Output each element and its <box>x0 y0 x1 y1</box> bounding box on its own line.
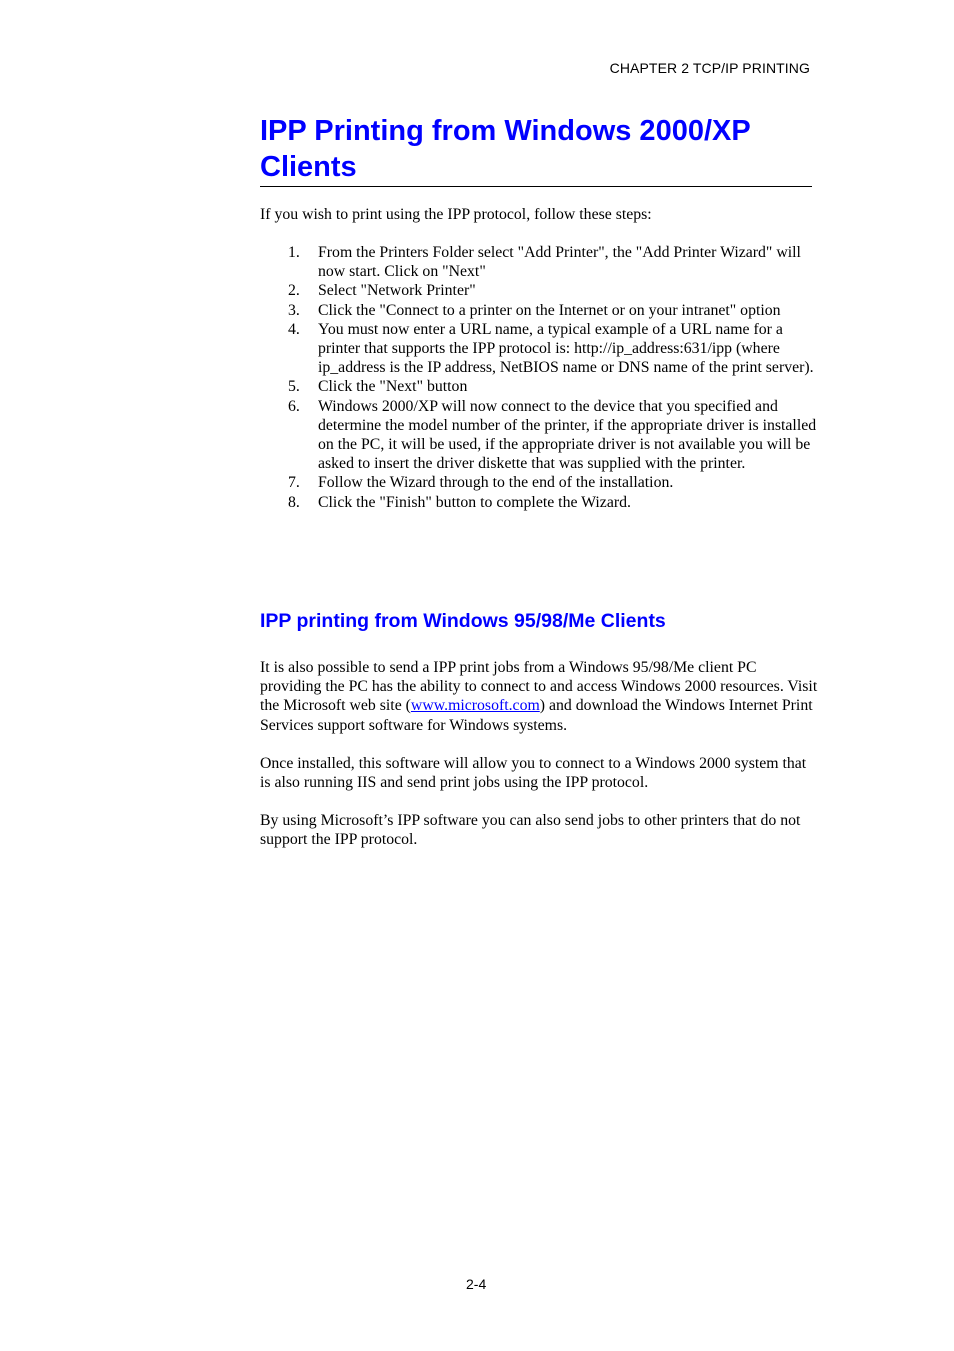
section-paragraph-2: Once installed, this software will allow you to connect to a Windows 2000 system that is also running IIS and send print jobs using the IPP protocol. <box>260 755 807 792</box>
step-number: 6. <box>288 397 300 415</box>
list-item <box>288 377 818 396</box>
step-number: 7. <box>288 474 300 492</box>
paragraph-text: It is also possible to send a IPP print jobs from a Windows 95/98/Me client PC providing the PC has the ability to connect to and access Windows 2000 resources. Visit the Microsoft web site ( <box>260 659 818 715</box>
page-number: 2-4 <box>466 1276 487 1292</box>
section-heading: IPP printing from Windows 95/98/Me Clients <box>260 610 666 632</box>
list-item <box>288 493 818 512</box>
step-number: 1. <box>288 244 300 261</box>
step-text: From the Printers Folder select "Add Printer", the "Add Printer Wizard" will now start. Click on "Next" <box>318 244 801 281</box>
paragraph-text: ) and download the Windows Internet Print Services support software for Windows systems. <box>260 697 813 734</box>
step-text: Click the "Finish" button to complete the Wizard. <box>318 493 631 511</box>
section-paragraph-1 <box>260 658 820 735</box>
step-number: 3. <box>288 301 300 319</box>
steps-list <box>288 243 818 512</box>
list-item <box>288 473 818 492</box>
intro-paragraph: If you wish to print using the IPP protocol, follow these steps: <box>260 206 652 223</box>
step-text: Select "Network Printer" <box>318 282 476 300</box>
step-text: You must now enter a URL name, a typical example of a URL name for a printer that supports the IPP protocol is: http://ip_address:631/ipp (where ip_address is the IP address, NetBIOS name or DNS name of the print server). <box>318 320 814 377</box>
step-number: 8. <box>288 493 300 511</box>
list-item <box>288 281 818 300</box>
microsoft-link[interactable]: www.microsoft.com <box>410 697 540 715</box>
list-item <box>288 301 818 320</box>
running-header: CHAPTER 2 TCP/IP PRINTING <box>609 60 810 76</box>
list-item <box>288 397 818 474</box>
step-number: 2. <box>288 282 300 300</box>
step-number: 4. <box>288 320 300 338</box>
step-text: Follow the Wizard through to the end of the installation. <box>318 474 674 492</box>
page-title: IPP Printing from Windows 2000/XP Clients <box>260 113 812 187</box>
step-number: 5. <box>288 378 300 396</box>
list-item <box>288 243 818 281</box>
step-text: Click the "Next" button <box>318 378 468 396</box>
step-text: Windows 2000/XP will now connect to the device that you specified and determine the model number of the printer, if the appropriate driver is installed on the PC, it will be used, if the appropriate driver is not available you will be asked to insert the driver diskette that was supplied with the printer. <box>318 397 817 473</box>
step-text: Click the "Connect to a printer on the Internet or on your intranet" option <box>318 301 781 319</box>
section-paragraph-3: By using Microsoft’s IPP software you can also send jobs to other printers that do not support the IPP protocol. <box>260 812 801 849</box>
list-item <box>288 320 818 378</box>
